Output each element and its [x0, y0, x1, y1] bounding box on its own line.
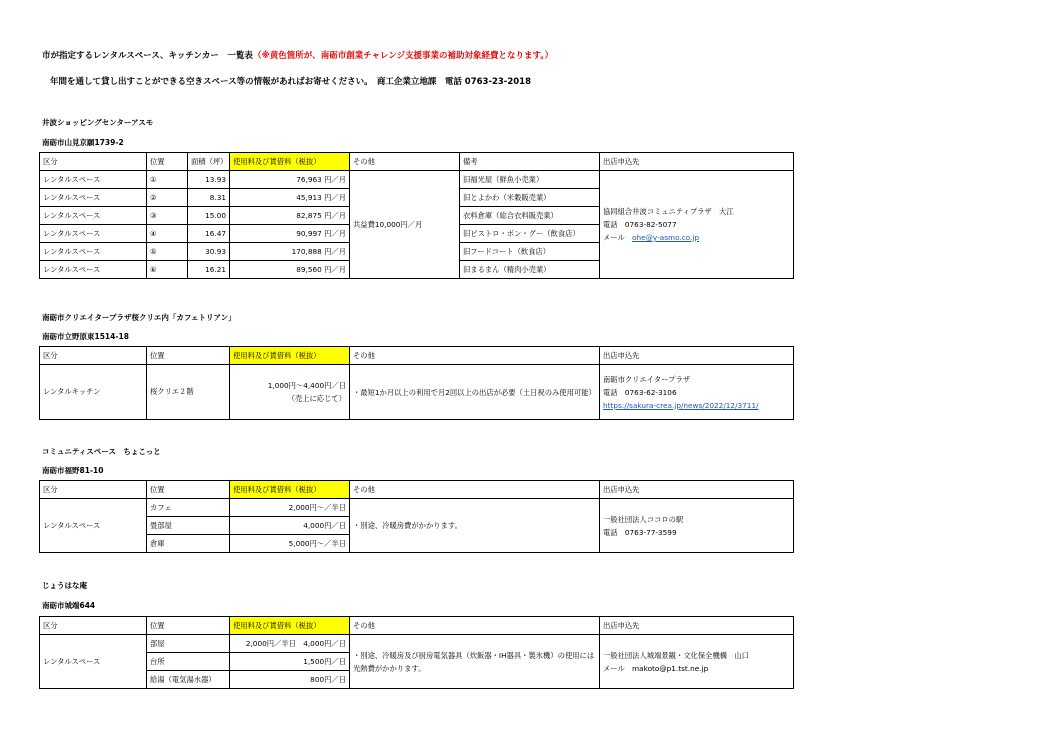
header-kubun: 区分 — [40, 347, 147, 365]
title-note: （※黄色箇所が、南砺市創業チャレンジ支援事業の補助対象経費となります。） — [252, 51, 554, 61]
contact-mail-link[interactable]: ohe@y-asmo.co.jp — [632, 233, 700, 242]
contact-name: 南砺市クリエイタープラザ — [603, 374, 691, 384]
cell-other: ・別途、冷暖房費がかかります。 — [350, 499, 600, 553]
header-fee: 使用料及び賃借料（税抜） — [230, 481, 350, 499]
header-contact: 出店申込先 — [600, 617, 794, 635]
cell-ichi: 桜クリエ２階 — [147, 365, 230, 420]
document-title — [42, 49, 553, 61]
cell-ichi: ⑤ — [147, 243, 188, 261]
table-header-row — [40, 481, 794, 499]
header-kubun: 区分 — [40, 153, 147, 171]
header-kubun: 区分 — [40, 617, 147, 635]
cell-kubun: レンタルスペース — [40, 635, 147, 689]
cell-menseki: 16.47 — [188, 225, 230, 243]
contact-name: 一般社団法人城端景観・文化保全機構 山口 — [603, 650, 749, 660]
cell-fee: 89,560 円／月 — [230, 261, 350, 279]
cell-biko: 旧とよかわ（米穀販売業） — [460, 189, 600, 207]
contact-url-link[interactable]: https://sakura-crea.jp/news/2022/12/3711/ — [603, 400, 759, 410]
cell-contact — [600, 365, 794, 420]
cell-ichi: 倉庫 — [147, 535, 230, 553]
header-biko: 備考 — [460, 153, 600, 171]
cell-fee: 82,875 円／月 — [230, 207, 350, 225]
table-johana-an — [39, 616, 794, 689]
fee-line: （売上に応じて） — [287, 394, 346, 403]
table-chokotto — [39, 480, 794, 553]
section-address: 南砺市立野原東1514-18 — [42, 332, 129, 341]
cell-biko: 旧福光屋（鮮魚小売業） — [460, 171, 600, 189]
cell-ichi: 部屋 — [147, 635, 230, 653]
header-ichi: 位置 — [147, 481, 230, 499]
cell-kubun: レンタルスペース — [40, 243, 147, 261]
contact-tel: 電話 0763-62-3106 — [603, 387, 677, 397]
cell-biko: 旧まるまん（精肉小売業） — [460, 261, 600, 279]
header-fee: 使用料及び賃借料（税抜） — [230, 153, 350, 171]
contact-tel: 電話 0763-82-5077 — [603, 220, 677, 229]
header-fee: 使用料及び賃借料（税抜） — [230, 347, 350, 365]
cell-ichi: ② — [147, 189, 188, 207]
cell-kubun: レンタルスペース — [40, 171, 147, 189]
header-ichi: 位置 — [147, 347, 230, 365]
section-name: コミュニティスペース ちょこっと — [42, 447, 161, 456]
section-name: 井波ショッピングセンターアスモ — [42, 118, 154, 127]
table-row — [40, 635, 794, 653]
cell-fee — [230, 365, 350, 420]
cell-fee: 45,913 円／月 — [230, 189, 350, 207]
cell-contact — [600, 171, 794, 279]
cell-other: 共益費10,000円／月 — [350, 171, 460, 279]
cell-menseki: 13.93 — [188, 171, 230, 189]
cell-fee: 800円／日 — [230, 671, 350, 689]
header-fee: 使用料及び賃借料（税抜） — [230, 617, 350, 635]
cell-kubun: レンタルスペース — [40, 189, 147, 207]
contact-name: 協同組合井波コミュニティプラザ 大江 — [603, 207, 734, 216]
cell-kubun: レンタルキッチン — [40, 365, 147, 420]
title-main: 市が指定するレンタルスペース、キッチンカー 一覧表 — [42, 51, 253, 61]
cell-menseki: 30.93 — [188, 243, 230, 261]
contact-mail-label: メール — [603, 233, 633, 242]
cell-menseki: 15.00 — [188, 207, 230, 225]
cell-ichi: カフェ — [147, 499, 230, 517]
cell-fee: 76,963 円／月 — [230, 171, 350, 189]
contact-name: 一般社団法人ココロの駅 — [603, 514, 684, 524]
cell-fee: 4,000円／日 — [230, 517, 350, 535]
cell-menseki: 16.21 — [188, 261, 230, 279]
header-ichi: 位置 — [147, 617, 230, 635]
cell-fee: 2,000円／半日 4,000円／日 — [230, 635, 350, 653]
header-kubun: 区分 — [40, 481, 147, 499]
contact-mail: メール makoto@p1.tst.ne.jp — [603, 663, 709, 673]
cell-ichi: ④ — [147, 225, 188, 243]
table-sakura-crea — [39, 346, 794, 420]
contact-notice: 年間を通して貸し出すことができる空きスペース等の情報があればお寄せください。 商工企業立地課 電話 0763-23-2018 — [50, 77, 531, 87]
section-name: じょうはな庵 — [42, 581, 87, 590]
section-address: 南砺市山見京願1739-2 — [42, 138, 124, 147]
cell-ichi: ③ — [147, 207, 188, 225]
cell-kubun: レンタルスペース — [40, 499, 147, 553]
cell-fee: 90,997 円／月 — [230, 225, 350, 243]
cell-fee: 2,000円～／半日 — [230, 499, 350, 517]
table-header-row — [40, 347, 794, 365]
header-other: その他 — [350, 617, 600, 635]
fee-line: 1,000円～4,400円／日 — [267, 381, 346, 390]
cell-ichi: ① — [147, 171, 188, 189]
cell-biko: 旧フードコート（飲食店） — [460, 243, 600, 261]
table-header-row — [40, 153, 794, 171]
table-asmo — [39, 152, 794, 279]
cell-fee: 5,000円～／半日 — [230, 535, 350, 553]
cell-ichi: 台所 — [147, 653, 230, 671]
header-contact: 出店申込先 — [600, 481, 794, 499]
section-name: 南砺市クリエイタープラザ桜クリエ内「カフェトリアン」 — [42, 313, 236, 322]
header-other: その他 — [350, 347, 600, 365]
cell-menseki: 8.31 — [188, 189, 230, 207]
header-other: その他 — [350, 153, 460, 171]
table-row — [40, 499, 794, 517]
table-row — [40, 365, 794, 420]
header-menseki: 面積（坪） — [188, 153, 230, 171]
table-header-row — [40, 617, 794, 635]
contact-tel: 電話 0763-77-3599 — [603, 527, 677, 537]
cell-kubun: レンタルスペース — [40, 261, 147, 279]
cell-biko: 衣料倉庫（総合衣料販売業） — [460, 207, 600, 225]
cell-other: ・最短1か月以上の利用で月2回以上の出店が必要（土日祝のみ使用可能） — [350, 365, 600, 420]
cell-ichi: ⑥ — [147, 261, 188, 279]
cell-biko: 旧ビストロ・ボン・グー（飲食店） — [460, 225, 600, 243]
section-address: 南砺市福野81-10 — [42, 466, 104, 475]
cell-ichi: 畳部屋 — [147, 517, 230, 535]
header-contact: 出店申込先 — [600, 153, 794, 171]
cell-fee: 1,500円／日 — [230, 653, 350, 671]
cell-kubun: レンタルスペース — [40, 207, 147, 225]
table-row — [40, 171, 794, 189]
cell-kubun: レンタルスペース — [40, 225, 147, 243]
section-address: 南砺市城端644 — [42, 601, 96, 610]
header-other: その他 — [350, 481, 600, 499]
cell-contact — [600, 499, 794, 553]
header-contact: 出店申込先 — [600, 347, 794, 365]
contact-mail-line — [603, 231, 790, 244]
cell-other: ・別途、冷暖房及び厨房電気器具（炊飯器・IH器具・製氷機）の使用には光熱費がかかります。 — [350, 635, 600, 689]
header-ichi: 位置 — [147, 153, 188, 171]
cell-ichi: 給湯（電気湯水器） — [147, 671, 230, 689]
cell-fee: 170,888 円／月 — [230, 243, 350, 261]
cell-contact — [600, 635, 794, 689]
